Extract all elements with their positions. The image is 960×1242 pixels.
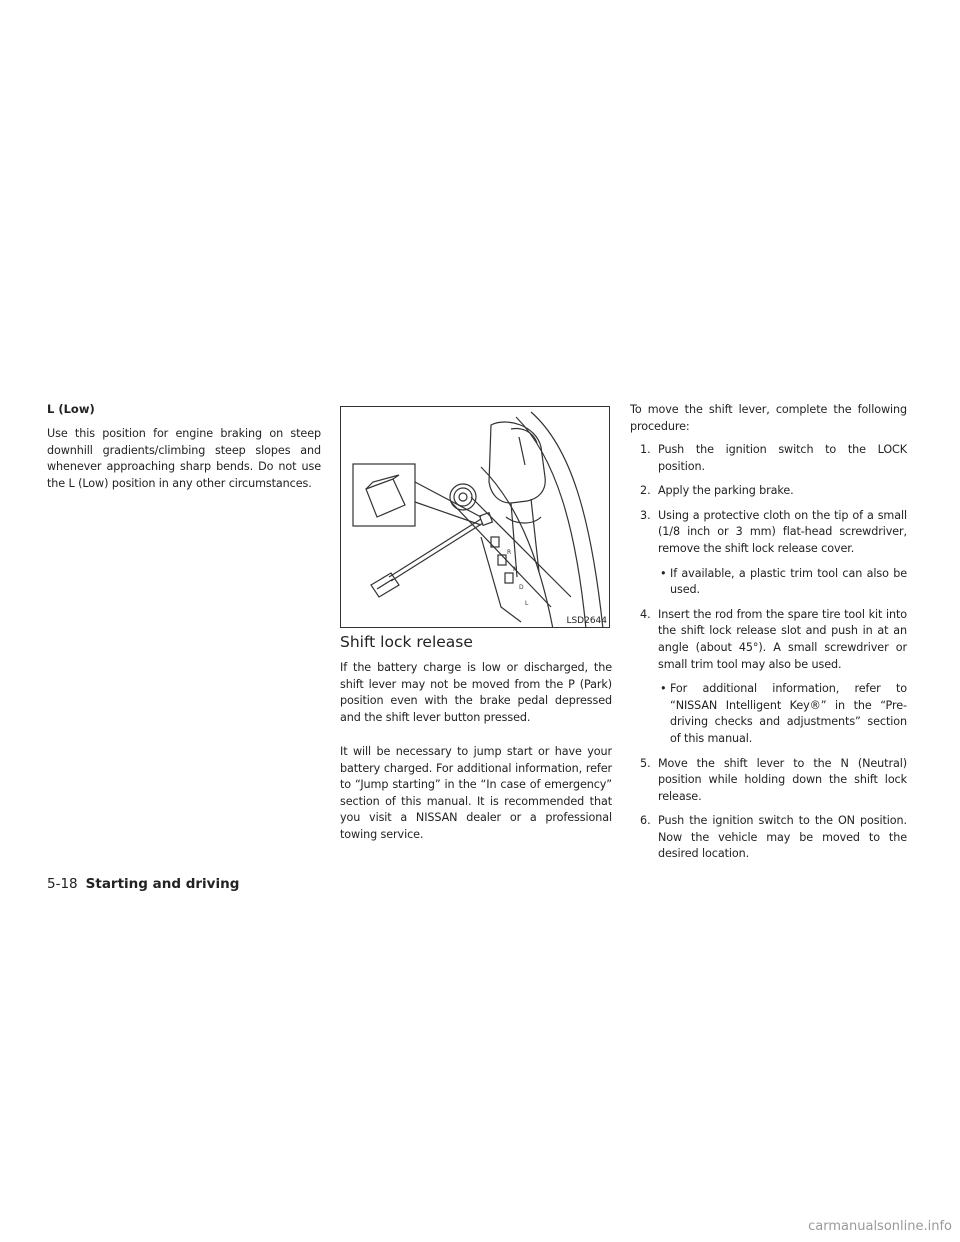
step-item [630, 483, 907, 500]
subheading-l-low: L (Low) [47, 402, 95, 416]
step-bullet [630, 566, 907, 599]
step-text: Push the ignition switch to the LOCK position. [658, 443, 907, 473]
bullet-text: For additional information, refer to “NISSAN Intelligent Key®” in the “Pre-driving checks and adjustments” section of this manual. [670, 682, 907, 745]
step-item [630, 442, 907, 475]
step-number: 1. [640, 443, 651, 456]
step-text: Apply the parking brake. [658, 484, 794, 498]
shift-lock-figure [340, 406, 610, 628]
step-number: 6. [640, 814, 651, 828]
procedure-intro: To move the shift lever, complete the following procedure: [630, 403, 907, 433]
step-item [630, 756, 907, 806]
l-low-paragraph: Use this position for engine braking on steep downhill gradients/climbing steep slopes and whenever approaching sharp bends. Do not use the L (Low) position in any other circumstances. [47, 427, 321, 490]
section-title: Shift lock release [340, 633, 473, 651]
gate-letter-d: D [519, 584, 524, 591]
gate-letter-l: L [525, 600, 529, 607]
step-text: Using a protective cloth on the tip of a small (1/8 inch or 3 mm) flat-head screwdriver, remove the shift lock release cover. [658, 508, 907, 555]
shift-lock-paragraph-2: It will be necessary to jump start or have your battery charged. For additional information, refer to “Jump starting” in the “In case of emergency” section of this manual. It is recommended that you visit a NISSAN dealer or a professional towing service. [340, 745, 612, 841]
step-number: 5. [640, 756, 651, 770]
step-text: Insert the rod from the spare tire tool kit into the shift lock release slot and push in at an angle (about 45°). A small screwdriver or small trim tool may also be used. [658, 607, 907, 671]
figure-code: LSD2644 [566, 616, 607, 626]
gate-letter-r: R [507, 549, 512, 556]
step-item [630, 607, 907, 748]
footer-section-name: Starting and driving [85, 876, 240, 892]
page-footer [47, 876, 239, 892]
shift-lock-paragraph-1: If the battery charge is low or discharged, the shift lever may not be moved from the P (Park) position even with the brake pedal depressed and the shift lever button pressed. [340, 661, 612, 724]
step-number: 3. [640, 508, 651, 522]
gate-letter-n: N [513, 566, 518, 573]
shift-lever-illustration [341, 407, 610, 628]
step-bullet [630, 681, 907, 747]
bullet-text: If available, a plastic trim tool can also be used. [670, 566, 907, 597]
watermark: carmanualsonline.info [808, 1219, 952, 1234]
step-text: Push the ignition switch to the ON position. Now the vehicle may be moved to the desired location. [658, 814, 907, 861]
step-number: 2. [640, 484, 651, 498]
bullet-dot: • [660, 566, 667, 580]
step-number: 4. [640, 607, 651, 621]
step-item [630, 813, 907, 863]
procedure-steps [630, 442, 907, 871]
bullet-dot: • [660, 682, 667, 696]
step-text: Move the shift lever to the N (Neutral) position while holding down the shift lock release. [658, 756, 907, 803]
step-item [630, 508, 907, 599]
page-number: 5-18 [47, 876, 78, 892]
